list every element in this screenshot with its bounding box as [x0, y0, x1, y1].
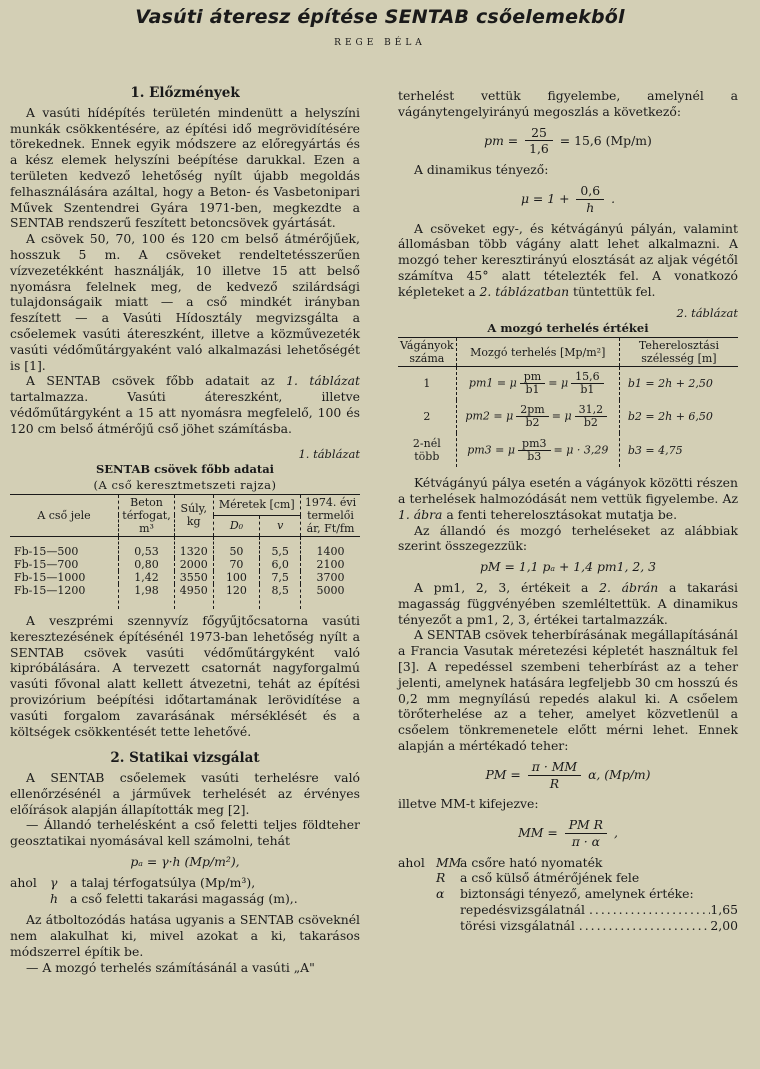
table-row — [10, 558, 360, 571]
formula-lhs: MM = — [518, 824, 558, 840]
cell-d0: 120 — [213, 584, 260, 609]
denominator: b1 — [525, 383, 540, 397]
formula-rhs: α, (Mp/m) — [588, 766, 651, 782]
numerator: 2pm — [516, 404, 548, 417]
table-1-subtitle: (A cső keresztmetszeti rajza) — [93, 478, 277, 493]
cell-name: Fb-15—700 — [14, 557, 79, 571]
cell-tracks: 1 — [423, 377, 431, 391]
where-symbol: MM — [436, 854, 462, 870]
formula-lhs: pm = — [484, 132, 519, 148]
fraction — [520, 371, 545, 396]
table-1 — [10, 494, 360, 609]
table-row — [398, 433, 738, 467]
cell-tracks: 2-nél több — [412, 437, 441, 464]
formula-pa: pₐ = γ·h (Mp/m²), — [130, 854, 240, 870]
numerator: PM R — [565, 817, 607, 834]
denominator: 1,6 — [529, 141, 549, 157]
table-row — [10, 584, 360, 609]
denominator: R — [549, 775, 560, 791]
denominator: b2 — [525, 416, 540, 430]
factor-label: repedésvizsgálatnál — [460, 902, 585, 918]
formula-lhs: pm2 = μ — [465, 409, 514, 423]
paragraph: A vasúti hídépítés területén mindenütt a helyszíni munkák csökkentésére, az építési idő megrövidítésére törekednek. Ennek egyik módszere az előregyártás és a kész elemek helyszíni beépítése darukkal. Ezen a területen kedvező lehetőség nyílt újabb megoldás felhasználására azáltal, hogy a Beton- és Vasbetonipari Művek Szentendrei Gyára 1971-ben, megkezdte a SENTAB rendszerű feszített betoncsövek gyártását. — [10, 104, 360, 231]
paragraph: terhelést vettük figyelembe, amelynél a vágánytengelyirányú megoszlás a következő: — [398, 88, 738, 119]
text: a fenti teherelosztásokat mutatja be. — [442, 506, 678, 522]
section-heading-2: 2. Statikai vizsgálat — [110, 750, 260, 767]
table-2-caption: 2. táblázat — [676, 305, 738, 320]
text: a takarási magasság függvényében szemléltettük. A dinamikus tényezőt a pm1, 2, 3, értékei tartalmazzák. — [398, 579, 738, 627]
text: A csöveket egy-, és kétvágányú pályán, valamint állomásban több vágány alatt lehet alkalmazni. A mozgó teher keresztirányú elosztását az aljak végétől számítva 45° alatt tételezték fel. A vonatkozó képleteket a — [398, 220, 738, 299]
fraction — [518, 438, 550, 463]
paragraph — [398, 580, 738, 627]
col-header-dims: Méretek [cm] — [213, 494, 301, 515]
cell-price: 1400 — [301, 536, 361, 558]
numerator: pm — [520, 371, 545, 384]
cell-volume: 0,53 — [119, 536, 175, 558]
formula-lhs: pm1 = μ — [468, 376, 517, 390]
fraction — [516, 404, 548, 429]
cell-width: b3 = 4,75 — [619, 433, 738, 467]
numerator: pm3 — [518, 438, 550, 451]
numerator: 25 — [525, 125, 553, 142]
numerator: π · MM — [528, 759, 581, 776]
paragraph: A dinamikus tényező: — [414, 162, 549, 178]
cell-price: 5000 — [301, 584, 361, 609]
cell-width: b2 = 2h + 6,50 — [619, 400, 738, 433]
text: tartalmazza. Vasúti átereszként, illetve védőműtárgyként a 15 att nyomásra megfelelő, 100 és 120 cm belső átmérőjű cső jöhet számításba. — [10, 389, 360, 436]
where-text: a csőre ható nyomaték — [460, 854, 603, 870]
cell-volume: 0,80 — [119, 558, 175, 571]
where-symbol: h — [50, 890, 58, 906]
table-reference: 2. táblázatban — [479, 283, 570, 299]
cell-volume: 1,98 — [119, 584, 175, 609]
fraction — [575, 404, 608, 429]
cell-price: 3700 — [301, 571, 361, 584]
text: A SENTAB csövek főbb adatait az — [26, 373, 287, 389]
formula-lhs: pm3 = μ — [467, 443, 516, 457]
text: Kétvágányú pálya esetén a vágányok közötti részen a terhelések halmozódását nem vettük figyelembe. Az — [398, 475, 738, 506]
paragraph: Az átboltozódás hatása ugyanis a SENTAB csöveknél nem alakulhat ki, mivel azokat a ki, takarásos módszerrel építik be. — [10, 912, 360, 960]
cell-load-formula — [456, 400, 619, 433]
denominator: π · α — [571, 833, 601, 849]
where-label: ahol — [10, 874, 37, 890]
cell-volume: 1,42 — [119, 571, 175, 584]
where-symbol: R — [436, 870, 446, 886]
text: A pm1, 2, 3, értékeit a — [414, 579, 600, 595]
where-text: a cső külső átmérőjének fele — [460, 870, 640, 886]
table-1-title: SENTAB csövek főbb adatai — [95, 462, 275, 477]
where-symbol: γ — [50, 874, 58, 890]
formula-PM — [398, 759, 738, 792]
table-row — [10, 571, 360, 584]
fraction — [571, 371, 604, 396]
where-symbol: α — [436, 886, 445, 902]
formula-lhs: μ = 1 + — [520, 190, 570, 206]
paragraph: illetve MM-t kifejezve: — [398, 796, 539, 812]
table-1-caption: 1. táblázat — [298, 446, 360, 461]
table-2-title: A mozgó terhelés értékei — [487, 321, 649, 336]
cell-name: Fb-15—1000 — [14, 570, 86, 584]
where-list — [10, 875, 360, 907]
paragraph: A veszprémi szennyvíz főgyűjtőcsatorna vasúti keresztezésének építésénél 1973-ban lehetőség nyílt a SENTAB csövek vasúti védőműtárgyként való kipróbálására. A tervezett csatornát nagyforgalmú vasúti fővonal alatt kellett átvezetni, tehát az építési provizórium beépítési időtartamának lerövidítése a vasúti forgalom zavarásának mérséklését és a költségek csökkentését tette lehetővé. — [10, 612, 360, 739]
col-header-tracks: Vágányok száma — [398, 338, 456, 367]
cell-weight: 1320 — [175, 536, 214, 558]
cell-price: 2100 — [301, 558, 361, 571]
cell-name: Fb-15—1200 — [14, 583, 86, 597]
numerator: 31,2 — [575, 404, 608, 417]
col-header-name: A cső jele — [10, 494, 119, 536]
col-header-volume: Beton térfogat, m³ — [119, 494, 175, 536]
cell-v: 5,5 — [260, 536, 301, 558]
formula-pm — [398, 125, 738, 158]
paragraph: — A mozgó terhelés számításánál a vasúti „A" — [26, 959, 315, 975]
numerator: 0,6 — [576, 183, 604, 200]
right-column — [398, 88, 738, 934]
factor-value: 2,00 — [710, 917, 738, 933]
paragraph: A SENTAB csövek teherbírásának megállapításánál a Francia Vasutak méretezési képletét használtuk fel [3]. A repedéssel szembeni teherbírást az a teher jelenti, amelynek hatására legfeljebb 30 cm hosszú és 0,2 mm megnyílású repedés alakul ki. A csőelem törőterhelése az a teher, amelyet közvetlenül a csőelem tönkremenetele előtt mérni lehet. Ennek alapján a mértékadó teher: — [398, 627, 738, 753]
cell-v: 8,5 — [260, 584, 301, 609]
formula-MM — [398, 817, 738, 850]
fraction — [576, 183, 604, 216]
fraction — [565, 817, 607, 850]
formula-mid: = μ — [548, 376, 569, 390]
cell-weight: 3550 — [175, 571, 214, 584]
where-text: a talaj térfogatsúlya (Mp/m³), — [70, 874, 256, 890]
formula-mu — [398, 183, 738, 216]
formula-rhs: , — [613, 824, 618, 840]
denominator: b3 — [527, 449, 542, 463]
factor-label: törési vizsgálatnál — [460, 917, 575, 933]
fraction — [525, 125, 553, 158]
where-list — [398, 855, 738, 934]
left-column — [10, 86, 360, 976]
col-header-v: v — [260, 515, 301, 536]
formula-rhs: = 15,6 (Mp/m) — [559, 132, 652, 148]
paragraph: A SENTAB csőelemek vasúti terhelésre való ellenőrzésénél a járművek terhelését az érvényes előírások alapján állapították meg [2]. — [10, 770, 360, 817]
cell-width: b1 = 2h + 2,50 — [619, 367, 738, 401]
paragraph: Az állandó és mozgó terheléseket az alábbiak szerint összegezzük: — [398, 522, 738, 554]
factor-row — [460, 902, 738, 918]
col-header-width: Teherelosztási szélesség [m] — [619, 338, 738, 367]
cell-name: Fb-15—500 — [14, 544, 79, 558]
paragraph — [10, 373, 360, 436]
paragraph — [398, 221, 738, 300]
section-heading-1: 1. Előzmények — [130, 85, 240, 101]
col-header-load: Mozgó terhelés [Mp/m²] — [456, 338, 619, 367]
figure-reference: 2. ábrán — [599, 579, 659, 595]
formula-mid: = μ · 3,29 — [553, 443, 609, 457]
paragraph — [398, 475, 738, 522]
cell-tracks: 2 — [423, 410, 431, 424]
factor-value: 1,65 — [710, 902, 738, 918]
formula-lhs: PM = — [485, 766, 521, 782]
cell-d0: 100 — [213, 571, 260, 584]
cell-v: 6,0 — [260, 558, 301, 571]
cell-load-formula — [456, 433, 619, 467]
table-row — [398, 400, 738, 433]
paragraph: A csövek 50, 70, 100 és 120 cm belső átmérőjűek, hosszuk 5 m. A csöveket rendeltetésszerűen vízvezetékként használják, 10 illetve 15 att belső nyomásra felelnek meg, de kedvező szilárdsági tulajdonságaik miatt — a cső mindkét irányban feszített — a Vasúti Hídosztály megvizsgálta a csőelemek vasúti átereszként, illetve a közművezeték vasúti védőműtárgyaként való alkalmazási lehetőségét is [1]. — [10, 231, 360, 373]
numerator: 15,6 — [571, 371, 604, 384]
cell-d0: 50 — [213, 536, 260, 558]
cell-load-formula — [456, 367, 619, 401]
figure-reference: 1. ábra — [398, 506, 443, 522]
paragraph: — Állandó terhelésként a cső feletti teljes földteher geosztatikai nyomásával kell számolni, tehát — [10, 817, 360, 849]
formula-mid: = μ — [551, 409, 572, 423]
denominator: h — [586, 199, 595, 215]
cell-weight: 2000 — [175, 558, 214, 571]
cell-weight: 4950 — [175, 584, 214, 609]
denominator: b2 — [583, 416, 598, 430]
article-title: Vasúti áteresz építése SENTAB csőelemekből — [135, 6, 625, 28]
table-2 — [398, 337, 738, 467]
cell-v: 7,5 — [260, 571, 301, 584]
where-text: biztonsági tényező, amelynek értéke: — [460, 886, 694, 902]
formula-pM: pM = 1,1 pₐ + 1,4 pm1, 2, 3 — [479, 559, 657, 575]
col-header-d0: D₀ — [213, 515, 260, 536]
text: tüntettük fel. — [569, 283, 656, 299]
factor-row — [460, 918, 738, 934]
formula-rhs: . — [611, 190, 616, 206]
col-header-weight: Súly, kg — [175, 494, 214, 536]
cell-d0: 70 — [213, 558, 260, 571]
where-text: a cső feletti takarási magasság (m),. — [70, 890, 298, 906]
col-header-price: 1974. évi termelői ár, Ft/fm — [301, 494, 361, 536]
table-row — [10, 536, 360, 558]
where-label: ahol — [398, 854, 425, 870]
denominator: b1 — [580, 383, 595, 397]
table-reference: 1. táblázat — [286, 373, 360, 389]
fraction — [528, 759, 581, 792]
author: REGE BÉLA — [334, 38, 426, 48]
table-row — [398, 367, 738, 401]
